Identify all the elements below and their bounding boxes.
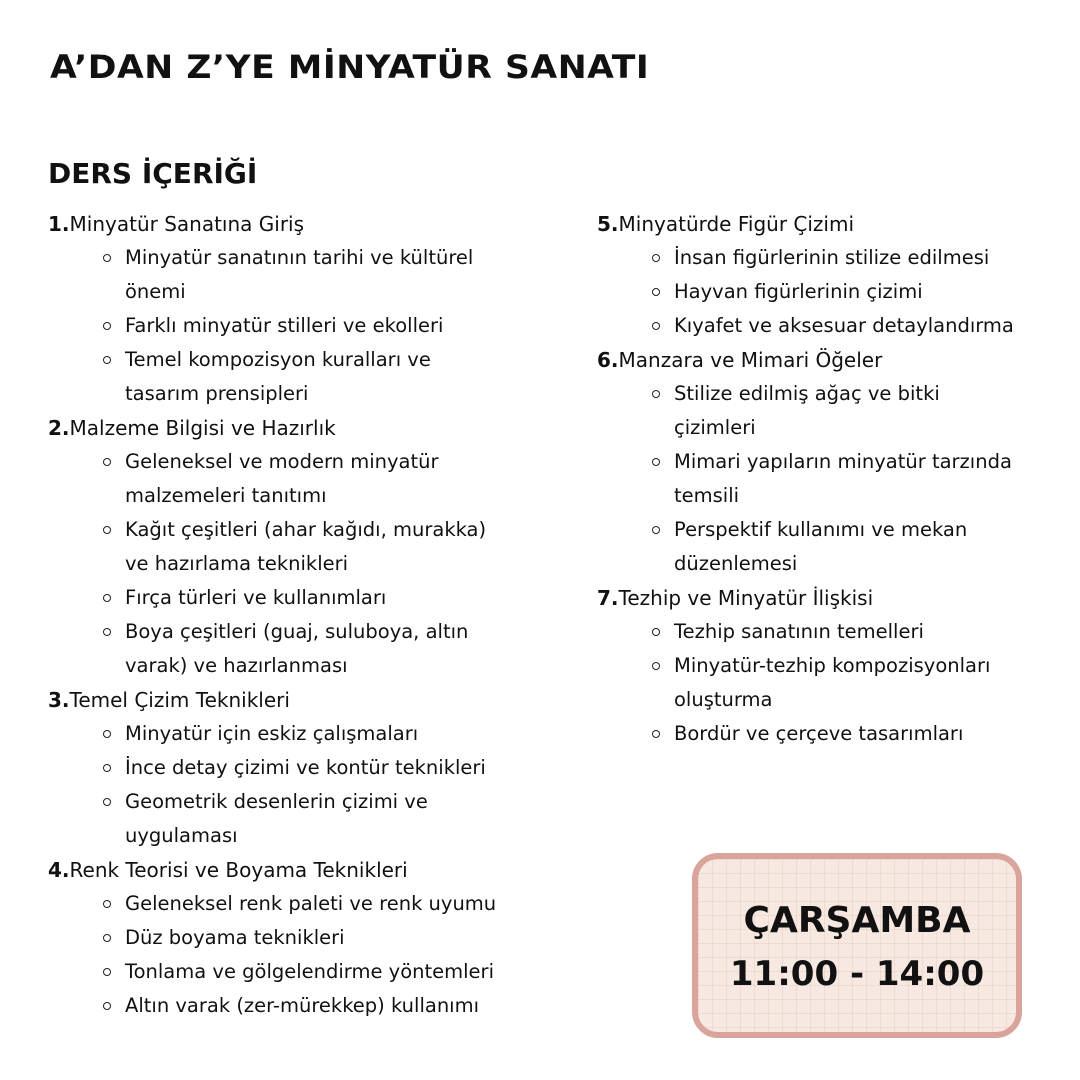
section-title: DERS İÇERİĞİ (48, 157, 258, 190)
module-number: 6. (597, 348, 619, 372)
bullet-circle-icon (103, 934, 111, 942)
module-heading (597, 207, 1037, 241)
bullet-circle-icon (652, 254, 660, 262)
topic-item (48, 717, 505, 751)
topic-item (48, 615, 505, 683)
module-heading (597, 581, 1037, 615)
bullet-circle-icon (652, 662, 660, 670)
bullet-circle-icon (652, 322, 660, 330)
schedule-card (692, 853, 1022, 1038)
topic-item (48, 309, 505, 343)
topic-text: Geleneksel ve modern minyatür malzemeleri tanıtımı (125, 450, 439, 507)
topic-item (597, 513, 1024, 581)
bullet-circle-icon (652, 628, 660, 636)
topic-item (48, 955, 505, 989)
topic-item (597, 615, 1024, 649)
bullet-circle-icon (103, 356, 111, 364)
topic-item (597, 377, 1024, 445)
topic-item (48, 989, 505, 1023)
topic-text: Temel kompozisyon kuralları ve tasarım prensipleri (125, 348, 431, 405)
bullet-circle-icon (103, 526, 111, 534)
bullet-circle-icon (652, 288, 660, 296)
module-topic-list (597, 615, 1037, 751)
page-title: A’DAN Z’YE MİNYATÜR SANATI (50, 48, 650, 86)
topic-item (48, 921, 505, 955)
module-heading (48, 853, 518, 887)
topic-text: Düz boyama teknikleri (125, 926, 345, 949)
topic-text: Boya çeşitleri (guaj, suluboya, altın varak) ve hazırlanması (125, 620, 469, 677)
module-heading (48, 683, 518, 717)
topic-item (48, 785, 505, 853)
bullet-circle-icon (103, 628, 111, 636)
topic-item (597, 275, 1024, 309)
schedule-day: ÇARŞAMBA (743, 900, 971, 941)
topic-item (597, 445, 1024, 513)
module-number: 5. (597, 212, 619, 236)
module-number: 7. (597, 586, 619, 610)
module-topic-list (597, 241, 1037, 343)
topic-text: Geleneksel renk paleti ve renk uyumu (125, 892, 497, 915)
topic-text: Kıyafet ve aksesuar detaylandırma (674, 314, 1014, 337)
bullet-circle-icon (652, 730, 660, 738)
module-title: Minyatür Sanatına Giriş (69, 212, 305, 236)
module-title: Renk Teorisi ve Boyama Teknikleri (69, 858, 408, 882)
module-heading (597, 343, 1037, 377)
module-topic-list (48, 241, 518, 411)
module-number: 1. (48, 212, 70, 236)
topic-text: Minyatür sanatının tarihi ve kültürel önemi (125, 246, 474, 303)
bullet-circle-icon (103, 594, 111, 602)
module-title: Malzeme Bilgisi ve Hazırlık (69, 416, 336, 440)
topic-text: Minyatür-tezhip kompozisyonları oluşturma (674, 654, 991, 711)
bullet-circle-icon (103, 900, 111, 908)
bullet-circle-icon (103, 322, 111, 330)
topic-text: Mimari yapıların minyatür tarzında temsili (674, 450, 1012, 507)
topic-item (48, 241, 505, 309)
bullet-circle-icon (103, 798, 111, 806)
topic-item (48, 343, 505, 411)
module-topic-list (597, 377, 1037, 581)
bullet-circle-icon (103, 764, 111, 772)
bullet-circle-icon (652, 526, 660, 534)
module-6 (597, 343, 1037, 581)
module-topic-list (48, 887, 518, 1023)
module-heading (48, 207, 518, 241)
bullet-circle-icon (652, 390, 660, 398)
module-number: 3. (48, 688, 70, 712)
topic-item (597, 241, 1024, 275)
module-number: 4. (48, 858, 70, 882)
topic-item (48, 887, 505, 921)
module-topic-list (48, 717, 518, 853)
bullet-circle-icon (103, 458, 111, 466)
module-heading (48, 411, 518, 445)
course-column-left (48, 207, 518, 1023)
module-title: Temel Çizim Teknikleri (69, 688, 290, 712)
topic-item (597, 649, 1024, 717)
topic-text: Fırça türleri ve kullanımları (125, 586, 387, 609)
bullet-circle-icon (103, 1002, 111, 1010)
module-7 (597, 581, 1037, 751)
topic-text: Farklı minyatür stilleri ve ekolleri (125, 314, 444, 337)
topic-text: Altın varak (zer-mürekkep) kullanımı (125, 994, 480, 1017)
topic-text: Tonlama ve gölgelendirme yöntemleri (125, 960, 494, 983)
bullet-circle-icon (103, 968, 111, 976)
bullet-circle-icon (652, 458, 660, 466)
topic-item (597, 717, 1024, 751)
topic-item (597, 309, 1024, 343)
module-5 (597, 207, 1037, 343)
module-4 (48, 853, 518, 1023)
topic-text: Bordür ve çerçeve tasarımları (674, 722, 964, 745)
topic-text: Geometrik desenlerin çizimi ve uygulaması (125, 790, 428, 847)
topic-item (48, 751, 505, 785)
module-title: Minyatürde Figür Çizimi (618, 212, 855, 236)
module-topic-list (48, 445, 518, 683)
topic-text: Tezhip sanatının temelleri (674, 620, 924, 643)
topic-text: Minyatür için eskiz çalışmaları (125, 722, 419, 745)
topic-text: Kağıt çeşitleri (ahar kağıdı, murakka) ve hazırlama teknikleri (125, 518, 487, 575)
schedule-time: 11:00 - 14:00 (729, 954, 985, 994)
module-1 (48, 207, 518, 411)
bullet-circle-icon (103, 254, 111, 262)
module-number: 2. (48, 416, 70, 440)
topic-text: Hayvan figürlerinin çizimi (674, 280, 923, 303)
topic-item (48, 581, 505, 615)
module-title: Tezhip ve Minyatür İlişkisi (618, 586, 874, 610)
topic-text: Perspektif kullanımı ve mekan düzenlemesi (674, 518, 968, 575)
bullet-circle-icon (103, 730, 111, 738)
topic-text: İnce detay çizimi ve kontür teknikleri (125, 756, 486, 779)
topic-text: Stilize edilmiş ağaç ve bitki çizimleri (674, 382, 940, 439)
module-3 (48, 683, 518, 853)
course-column-right (597, 207, 1037, 751)
module-2 (48, 411, 518, 683)
topic-item (48, 445, 505, 513)
topic-text: İnsan figürlerinin stilize edilmesi (674, 246, 990, 269)
module-title: Manzara ve Mimari Öğeler (618, 348, 883, 372)
topic-item (48, 513, 505, 581)
